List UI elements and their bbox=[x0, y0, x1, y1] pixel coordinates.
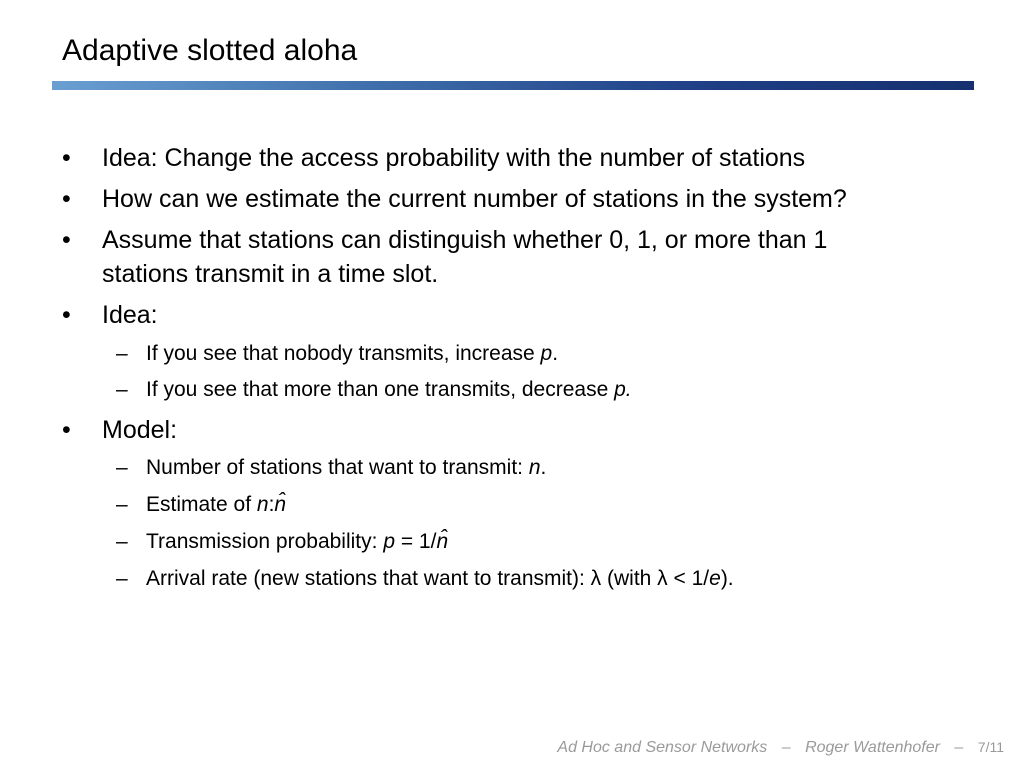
math-variable: p bbox=[540, 342, 553, 365]
sub-text-end: . bbox=[552, 342, 559, 365]
sub-text-end: . bbox=[540, 456, 547, 479]
sub-text-plain: Transmission probability: bbox=[146, 530, 384, 553]
footer-course: Ad Hoc and Sensor Networks bbox=[557, 739, 768, 756]
math-variable: n bbox=[256, 493, 269, 516]
sub-text-plain: Number of stations that want to transmit: bbox=[146, 456, 529, 479]
bullet-text: Model: bbox=[102, 416, 178, 444]
math-estimate: n̂ bbox=[274, 493, 287, 516]
sub-text-end: ). bbox=[720, 567, 734, 590]
footer-separator: – bbox=[781, 739, 791, 756]
page-number: 7/11 bbox=[977, 739, 1004, 755]
sub-text bbox=[146, 339, 558, 369]
bullet-marker: • bbox=[62, 416, 71, 444]
math-variable: p bbox=[383, 530, 395, 553]
sub-text-plain: Arrival rate (new stations that want to transmit): λ (with λ < 1/ bbox=[146, 567, 710, 590]
bullet-text: stations transmit in a time slot. bbox=[102, 260, 439, 288]
dash-marker: – bbox=[116, 493, 128, 516]
slide-footer bbox=[557, 737, 1004, 758]
bullet-text: Assume that stations can distinguish whether 0, 1, or more than 1 bbox=[102, 226, 828, 254]
dash-marker: – bbox=[116, 378, 128, 401]
math-estimate: n̂ bbox=[436, 530, 449, 553]
bullet-marker: • bbox=[62, 226, 71, 254]
sub-text bbox=[146, 490, 286, 520]
math-operator: = 1/ bbox=[395, 530, 437, 553]
sub-text bbox=[146, 527, 448, 557]
sub-text bbox=[146, 453, 546, 483]
bullet-marker: • bbox=[62, 301, 71, 329]
slide-title: Adaptive slotted aloha bbox=[62, 34, 358, 67]
math-variable: n bbox=[528, 456, 541, 479]
sub-text-plain: Estimate of bbox=[146, 493, 257, 516]
sub-text bbox=[146, 564, 734, 594]
sub-text-plain: If you see that nobody transmits, increase bbox=[146, 342, 541, 365]
dash-marker: – bbox=[116, 567, 128, 590]
bullet-marker: • bbox=[62, 185, 71, 213]
dash-marker: – bbox=[116, 342, 128, 365]
dash-marker: – bbox=[116, 530, 128, 553]
sub-text bbox=[146, 375, 632, 405]
sub-text-plain: If you see that more than one transmits, decrease bbox=[146, 378, 615, 401]
bullet-text: Idea: bbox=[102, 301, 158, 329]
bullet-marker: • bbox=[62, 144, 71, 172]
math-variable: e bbox=[709, 567, 721, 590]
math-colon: : bbox=[268, 493, 275, 516]
footer-author: Roger Wattenhofer bbox=[805, 739, 940, 756]
bullet-text: How can we estimate the current number of stations in the system? bbox=[102, 185, 847, 213]
dash-marker: – bbox=[116, 456, 128, 479]
math-variable: p. bbox=[614, 378, 632, 401]
bullet-text: Idea: Change the access probability with the number of stations bbox=[102, 144, 806, 172]
footer-separator: – bbox=[954, 739, 964, 756]
